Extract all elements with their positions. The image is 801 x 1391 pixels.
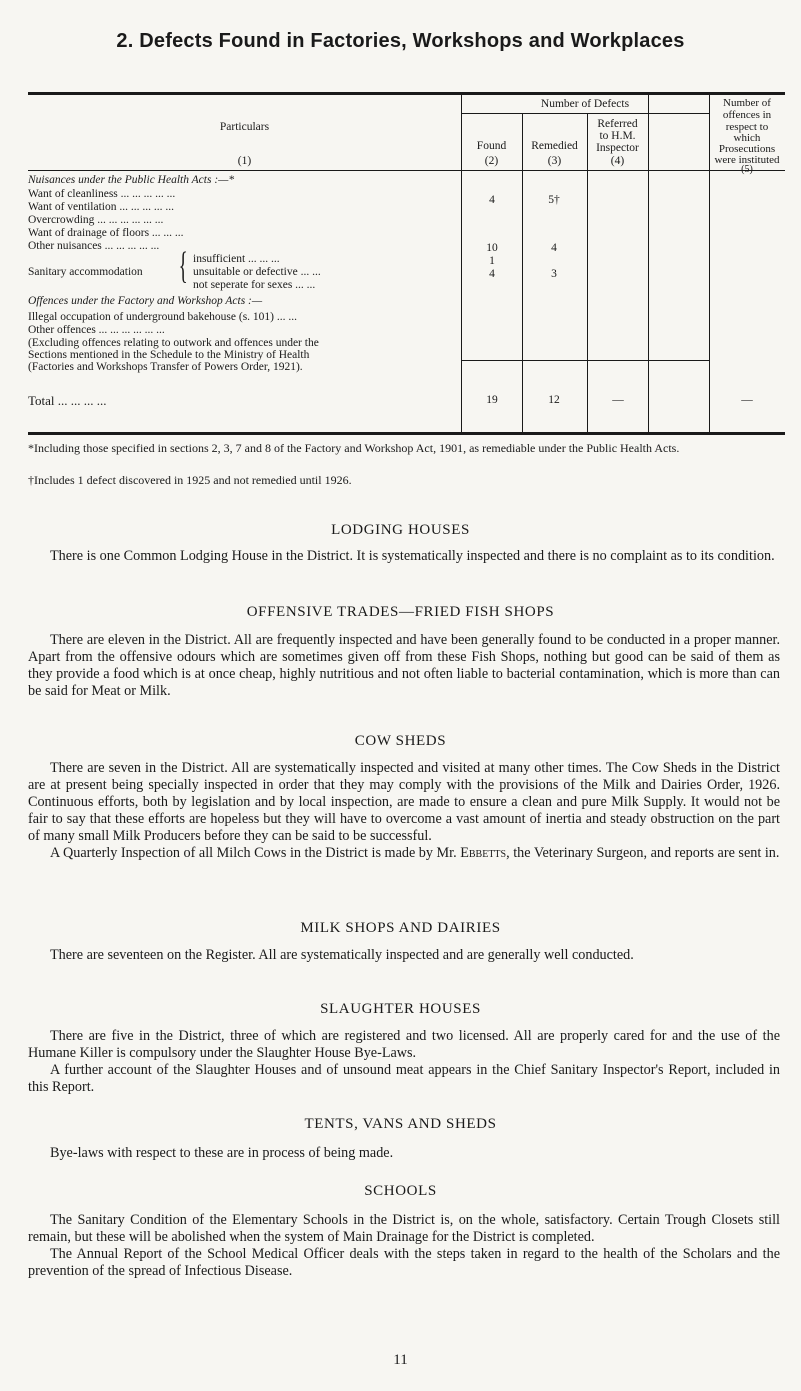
milk-shops-heading: MILK SHOPS AND DAIRIES [300,920,501,936]
referred-header-3: Inspector [596,142,639,154]
insufficient-found: 1 [489,255,495,267]
prosecutions-header-4: which [733,132,761,144]
row-insufficient: insufficient ... ... ... [193,253,280,265]
lodging-houses-heading: LODGING HOUSES [331,522,470,538]
row-want-of-ventilation: Want of ventilation ... ... ... ... ... [28,201,174,213]
cow-sheds-heading: COW SHEDS [354,733,447,749]
slaughter-houses-heading: SLAUGHTER HOUSES [320,1001,481,1017]
referred-num: (4) [610,155,625,167]
prosecutions-header-1: Number of [723,97,771,109]
schools-text: The Sanitary Condition of the Elementary Schools in the District is, on the whole, satisfactory. Certain Trough Closets still remain, but these will be abolished when the system of Main Drainage for the District is completed. The Annual Report of the School Medical Officer deals with the steps taken in regard to the health of the Scholars and the prevention of the spread of Infectious Disease. [28,1212,780,1279]
milk-shops-text: There are seventeen on the Register. All are systematically inspected and are generally well conducted. [50,947,634,963]
row-overcrowding: Overcrowding ... ... ... ... ... ... [28,214,164,226]
offences-heading: Offences under the Factory and Workshop Acts :— [28,295,263,307]
veterinary-surgeon-name: Ebbetts [460,845,507,861]
tents-vans-sheds-text: Bye-laws with respect to these are in process of being made. [50,1145,394,1161]
prosecutions-header-3: respect to [725,121,769,133]
defects-table [28,92,785,435]
row-bakehouse: Illegal occupation of underground bakehouse (s. 101) ... ... [28,311,298,323]
found-header: Found [476,140,507,152]
prosecutions-header-6: were instituted [714,154,780,166]
excluding-note-2: Sections mentioned in the Schedule to the Ministry of Health [28,349,310,361]
total-remedied: 12 [548,394,560,406]
remedied-header: Remedied [531,140,578,152]
total-prosecutions: — [741,394,753,406]
total-referred: — [612,394,624,406]
unsuitable-found: 4 [489,268,495,280]
page-title: 2. Defects Found in Factories, Workshops and Workplaces [116,30,685,52]
page-number: 11 [393,1352,408,1368]
tents-vans-sheds-heading: TENTS, VANS AND SHEDS [304,1116,497,1132]
row-want-of-drainage: Want of drainage of floors ... ... ... [28,227,184,239]
found-num: (2) [484,155,499,167]
offensive-trades-text: There are eleven in the District. All are frequently inspected and have been generally found to be conducted in a proper manner. Apart from the offensive odours which are sometimes given off from these Fish Shops, nothing but good can be said of them as they provide a food which is at once cheap, highly nutritious and not often liable to bacterial contamination, which is more than can be said for Meat or Milk. [28,632,780,699]
remedied-num: (3) [547,155,562,167]
sanitary-accommodation-label: Sanitary accommodation [28,266,143,278]
offensive-trades-heading: OFFENSIVE TRADES—FRIED FISH SHOPS [246,604,555,620]
excluding-note-1: (Excluding offences relating to outwork and offences under the [28,337,319,349]
total-label: Total ... ... ... ... [28,393,107,408]
cleanliness-found: 4 [489,194,495,206]
prosecutions-header-5: Prosecutions [718,143,776,155]
lodging-houses-text: There is one Common Lodging House in the District. It is systematically inspected and there is no complaint as to its condition. [50,548,775,564]
cleanliness-remedied: 5† [548,194,560,206]
cow-sheds-text: There are seven in the District. All are systematically inspected and visited at many other times. The Cow Sheds in the District are at present being specially inspected in order that they may comply with the provisions of the Milk and Dairies Order, 1926. Continuous efforts, both by legislation and by local inspection, are made to ensure a clean and pure Milk Supply. It would not be fair to say that these efforts are hopeless but they will have to overcome a vast amount of inertia and steady obstruction on the part of many small Milk Producers before they can be said to be successful. A Quarterly Inspection of all Milch Cows in the District is made by Mr. Ebbetts, the Veterinary Surgeon, and reports are sent in. [28,760,780,861]
unsuitable-remedied: 3 [551,268,557,280]
row-other-offences: Other offences ... ... ... ... ... ... [28,324,165,336]
referred-header-1: Referred [597,118,638,130]
row-want-of-cleanliness: Want of cleanliness ... ... ... ... ... [28,188,176,200]
row-not-separate: not seperate for sexes ... ... [193,279,316,291]
excluding-note-3: (Factories and Workshops Transfer of Powers Order, 1921). [28,361,303,373]
row-unsuitable: unsuitable or defective ... ... [193,266,321,278]
slaughter-houses-text: There are five in the District, three of which are registered and two licensed. All are properly cared for and the use of the Humane Killer is compulsory under the Slaughter House Bye-Laws. A further account of the Slaughter Houses and of unsound meat appears in the Chief Sanitary Inspector's Report, included in this Report. [28,1028,780,1095]
row-other-nuisances: Other nuisances ... ... ... ... ... [28,240,160,252]
referred-header-2: to H.M. [599,130,636,142]
footnote-star: *Including those specified in sections 2, 3, 7 and 8 of the Factory and Workshop Act, 1901, as remediable under the Public Health Acts. [28,441,680,455]
particulars-header: Particulars [219,121,270,133]
particulars-num: (1) [237,155,252,167]
other-nuisances-remedied: 4 [551,242,557,254]
prosecutions-num: (5) [741,164,753,175]
footnote-dagger: †Includes 1 defect discovered in 1925 and not remedied until 1926. [28,473,352,487]
nuisances-heading: Nuisances under the Public Health Acts :—* [28,174,235,186]
prosecutions-header-2: offences in [722,109,772,121]
number-of-defects-header: Number of Defects [540,98,630,110]
schools-heading: SCHOOLS [364,1183,437,1199]
total-found: 19 [486,394,498,406]
curly-brace-icon: { [178,245,188,287]
other-nuisances-found: 10 [486,242,498,254]
